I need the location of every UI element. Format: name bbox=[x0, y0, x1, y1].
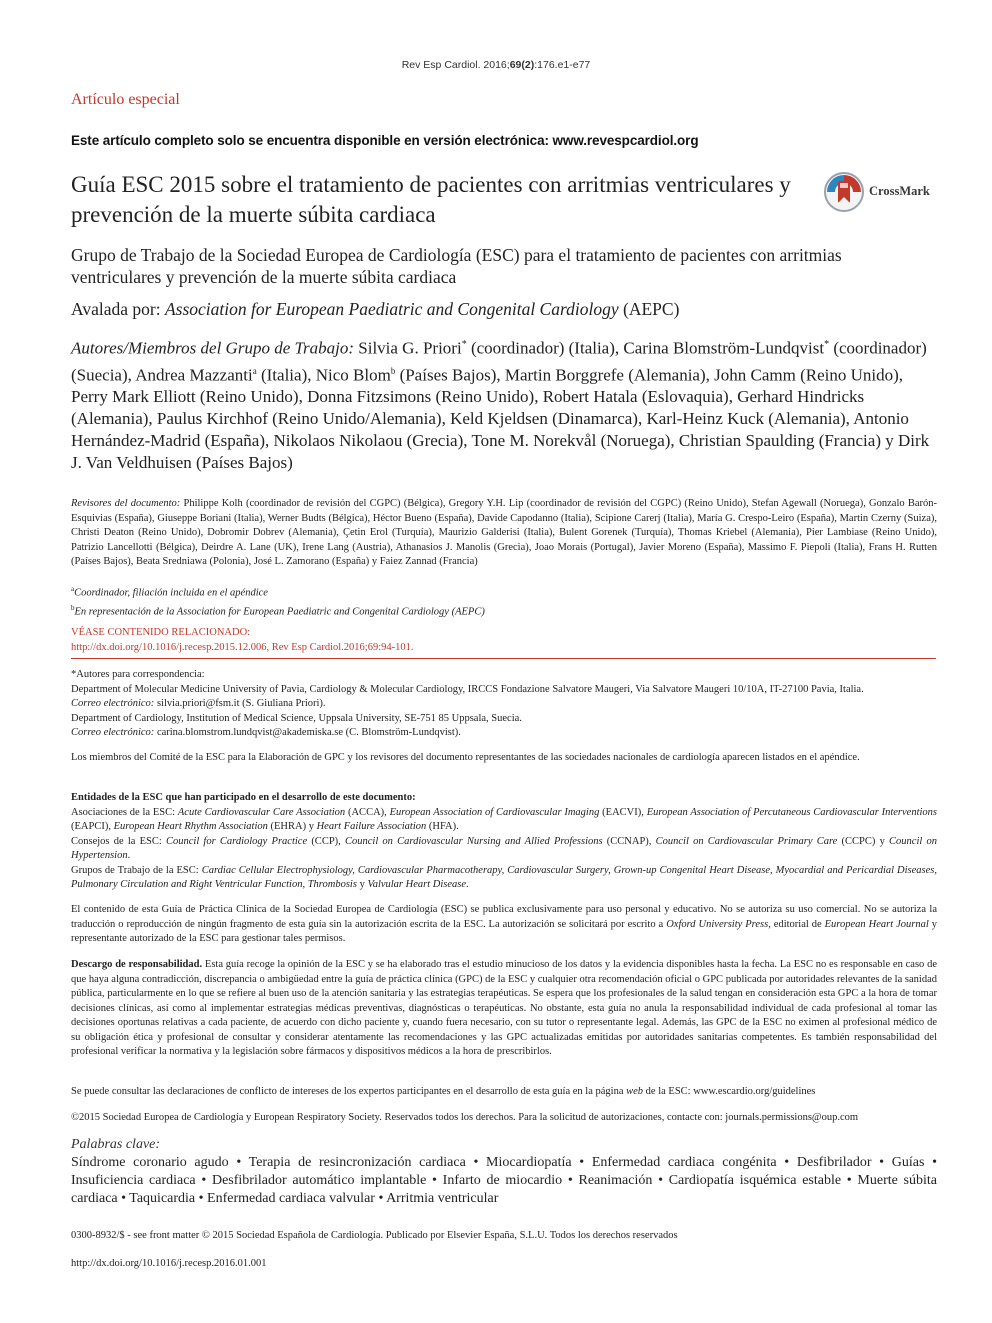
content-notice: El contenido de esta Guía de Práctica Clínica de la Sociedad Europea de Cardiología (ESC) se publica exclusivamente para uso personal y educativo. No se autoriza su uso comercial. No se autoriza la traducción o reproducción de ningún fragmento de esta guía sin la autorización escrita de la ESC. La autorización se solicitará por escrito a Oxford University Press, editorial de European Heart Journal y representante autorizado de la ESC para gestionar tales permisos. bbox=[71, 904, 938, 944]
email-label: Correo electrónico: bbox=[71, 727, 155, 738]
footnote-mark: a bbox=[71, 585, 75, 593]
author-mark: * bbox=[824, 339, 830, 350]
keywords-label: Palabras clave: bbox=[71, 1137, 161, 1152]
endorsement bbox=[71, 299, 679, 320]
entities-heading: Entidades de la ESC que han participado en el desarrollo de este documento: bbox=[71, 792, 416, 803]
endorsement-prefix: Avalada por: bbox=[71, 299, 165, 319]
footnotes bbox=[71, 582, 937, 620]
reviewers bbox=[71, 497, 937, 570]
footnote bbox=[71, 601, 937, 620]
endorsement-org: Association for European Paediatric and Congenital Cardiology bbox=[164, 299, 619, 319]
keywords bbox=[71, 1136, 937, 1208]
copyright: ©2015 Sociedad Europea de Cardiología y European Respiratory Society. Reservados todos los derechos. Para la solicitud de autorizaciones, contacte con: journals.permissions@oup.com bbox=[71, 1112, 859, 1123]
correspondence-label: *Autores para correspondencia: bbox=[71, 669, 205, 680]
footnote-mark: b bbox=[71, 604, 75, 612]
authors-text: Silvia G. Priori bbox=[354, 338, 462, 358]
disclaimer-text: Esta guía recoge la opinión de la ESC y se ha elaborado tras el estudio minucioso de los datos y la evidencia disponibles hasta la fecha. La ESC no es responsable en caso de que haya alguna contradicción, discrepancia o ambigüedad entre la guía de práctica clínica (GPC) de la ESC y cualquier otra recomendación oficial o GPC publicada por autoridades relevantes de la sanidad pública, particularmente en lo que se refiere al buen uso de la atención sanitaria y las estrategias terapéuticas. Se espera que los profesionales de la salud tengan en consideración esta GPC a la hora de tomar decisiones clínicas, así como al implementar estrategias médicas preventivas, diagnósticas o terapéuticas. No obstante, esta guía no anula la responsabilidad individual de cada profesional al tomar las decisiones oportunas relativas a cada paciente, de acuerdo con dicho paciente y, cuando fuera necesario, con su tutor o representante legal. Además, las GPC de la ESC no eximen al profesional médico de su obligación ética y profesional de consultar y considerar atentamente las recomendaciones y las GPC actualizadas emitidas por autoridades sanitarias competentes. Es también responsabilidad del profesional verificar la normativa y la legislación sobre fármacos y dispositivos médicos a la hora de prescribirlos. bbox=[71, 959, 937, 1057]
journal-ref-pages: :176.e1-e77 bbox=[534, 59, 591, 71]
journal-reference bbox=[0, 59, 992, 71]
disclaimer-label: Descargo de responsabilidad. bbox=[71, 959, 203, 970]
disclaimer bbox=[71, 958, 937, 1060]
crossmark-icon bbox=[823, 171, 865, 213]
authors-label: Autores/Miembros del Grupo de Trabajo: bbox=[71, 338, 355, 358]
divider bbox=[71, 658, 936, 659]
author-list bbox=[71, 334, 941, 474]
author-mark: * bbox=[461, 339, 467, 350]
front-matter: 0300-8932/$ - see front matter © 2015 Sociedad Española de Cardiología. Publicado por Elsevier España, S.L.U. Todos los derechos reservados bbox=[71, 1230, 678, 1241]
correspondence bbox=[71, 668, 937, 741]
article-subtitle: Grupo de Trabajo de la Sociedad Europea de Cardiología (ESC) para el tratamiento de pacientes con arritmias ventriculares y prevención de la muerte súbita cardiaca bbox=[71, 245, 842, 287]
doi-link[interactable]: http://dx.doi.org/10.1016/j.recesp.2016.01.001 bbox=[71, 1258, 267, 1269]
keywords-list: Síndrome coronario agudo • Terapia de resincronización cardiaca • Miocardiopatía • Enfermedad cardiaca congénita • Desfibrilador • Guías • Insuficiencia cardiaca • Desfibrilador automático implantable • Infarto de miocardio • Reanimación • Cardiopatía isquémica estable • Muerte súbita cardiaca • Taquicardia • Enfermedad cardiaca valvular • Arritmia ventricular bbox=[71, 1155, 937, 1206]
journal-ref-text: Rev Esp Cardiol. 2016; bbox=[401, 59, 510, 71]
email-link[interactable]: silvia.priori@fsm.it (S. Giuliana Priori). bbox=[154, 698, 326, 709]
correspondence-address: Department of Cardiology, Institution of Medical Science, Uppsala University, SE-751 85 Uppsala, Suecia. bbox=[71, 712, 522, 724]
related-label: VÉASE CONTENIDO RELACIONADO: bbox=[71, 627, 251, 638]
section-label: Artículo especial bbox=[71, 91, 180, 108]
entities-councils: Consejos de la ESC: Council for Cardiology Practice (CCP), Council on Cardiovascular Nursing and Allied Professions (CCNAP), Council on Cardiovascular Primary Care (CCPC) y Council on Hypertension. bbox=[71, 835, 937, 861]
reviewers-label: Revisores del documento: bbox=[71, 498, 181, 509]
email-label: Correo electrónico: bbox=[71, 698, 155, 709]
committee-note: Los miembros del Comité de la ESC para la Elaboración de GPC y los revisores del documento representantes de las sociedades nacionales de cardiología aparecen listados en el apéndice. bbox=[71, 752, 860, 763]
entities-associations: Asociaciones de la ESC: Acute Cardiovascular Care Association (ACCA), European Association of Cardiovascular Imaging (EACVI), European Association of Percutaneous Cardiovascular Interventions (EAPCI), European Heart Rhythm Association (EHRA) y Heart Failure Association (HFA). bbox=[71, 806, 938, 832]
footnote-text: Coordinador, filiación incluida en el apéndice bbox=[74, 587, 268, 599]
authors-text: (coordinador) (Italia), Carina Blomström-Lundqvist bbox=[466, 338, 825, 358]
email-link[interactable]: carina.blomstrom.lundqvist@akademiska.se (C. Blomström-Lundqvist). bbox=[154, 727, 461, 738]
authors-text: (Italia), Nico Blom bbox=[256, 365, 391, 385]
conflict-of-interest: Se puede consultar las declaraciones de conflicto de intereses de los expertos participantes en el desarrollo de esta guía en la página web de la ESC: www.escardio.org/guidelines bbox=[71, 1086, 816, 1097]
related-content bbox=[71, 625, 937, 655]
correspondence-email-line bbox=[71, 726, 937, 741]
authors-text: (Países Bajos), Martin Borggrefe (Alemania), John Camm (Reino Unido), Perry Mark Elliott (Reino Unido), Donna Fitzsimons (Reino Unido), Robert Hatala (Eslovaquia), Gerhard Hindricks (Alemania), Paulus Kirchhof (Reino Unido/Alemania), Keld Kjeldsen (Dinamarca), Karl-Heinz Kuck (Alemania), Antonio Hernández-Madrid (España), Nikolaos Nikolaou (Grecia), Tone M. Norekvål (Noruega), Christian Spaulding (Francia) y Dirk J. Van Veldhuisen (Países Bajos) bbox=[71, 365, 930, 473]
crossmark-label: CrossMark bbox=[869, 184, 930, 198]
availability-notice: Este artículo completo solo se encuentra disponible en versión electrónica: www.revespcardiol.org bbox=[71, 133, 699, 148]
authors-text: (coordinador) (Suecia), Andrea Mazzanti bbox=[71, 338, 927, 385]
footnote-text: En representación de la Association for European Paediatric and Congenital Cardiology (AEPC) bbox=[74, 606, 485, 618]
reviewers-text: Philippe Kolh (coordinador de revisión del CGPC) (Bélgica), Gregory Y.H. Lip (coordinador de revisión del CGPC) (Reino Unido), Stefan Agewall (Noruega), Gonzalo Barón-Esquivias (España), Giuseppe Boriani (Italia), Werner Budts (Bélgica), Héctor Bueno (España), Davide Capodanno (Italia), Scipione Carerj (Italia), María G. Crespo-Leiro (España), Martin Czerny (Suiza), Christi Deaton (Reino Unido), Dobromir Dobrev (Alemania), Çetin Erol (Turquía), Maurizio Galderisi (Italia), Bulent Gorenek (Turquía), Thomas Kriebel (Alemania), Pier Lambiase (Reino Unido), Patrizio Lancellotti (Bélgica), Deirdre A. Lane (UK), Irene Lang (Austria), Athanasios J. Manolis (Grecia), Joao Morais (Portugal), Javier Moreno (España), Massimo F. Piepoli (Italia), Frans H. Rutten (Países Bajos), Beata Sredniawa (Polonia), José L. Zamorano (España) y Faiez Zannad (Francia) bbox=[71, 498, 937, 567]
author-mark: a bbox=[252, 365, 257, 376]
endorsement-suffix: (AEPC) bbox=[618, 299, 680, 319]
article-title: Guía ESC 2015 sobre el tratamiento de pacientes con arritmias ventriculares y prevención de la muerte súbita cardiaca bbox=[71, 172, 791, 227]
related-link[interactable]: http://dx.doi.org/10.1016/j.recesp.2015.12.006, Rev Esp Cardiol.2016;69:94-101. bbox=[71, 642, 414, 653]
author-mark: b bbox=[390, 365, 396, 376]
esc-entities bbox=[71, 791, 937, 893]
footnote bbox=[71, 582, 937, 601]
journal-ref-volume: 69(2) bbox=[509, 59, 535, 71]
correspondence-address: Department of Molecular Medicine University of Pavia, Cardiology & Molecular Cardiology, IRCCS Fondazione Salvatore Maugeri, Via Salvatore Maugeri 10/10A, IT-27100 Pavia, Italia. bbox=[71, 683, 864, 695]
correspondence-email-line bbox=[71, 697, 937, 712]
entities-groups: Grupos de Trabajo de la ESC: Cardiac Cellular Electrophysiology, Cardiovascular Pharmacotherapy, Cardiovascular Surgery, Grown-up Congenital Heart Disease, Myocardial and Pericardial Diseases, Pulmonary Circulation and Right Ventricular Function, Thrombosis y Valvular Heart Disease. bbox=[71, 864, 938, 890]
